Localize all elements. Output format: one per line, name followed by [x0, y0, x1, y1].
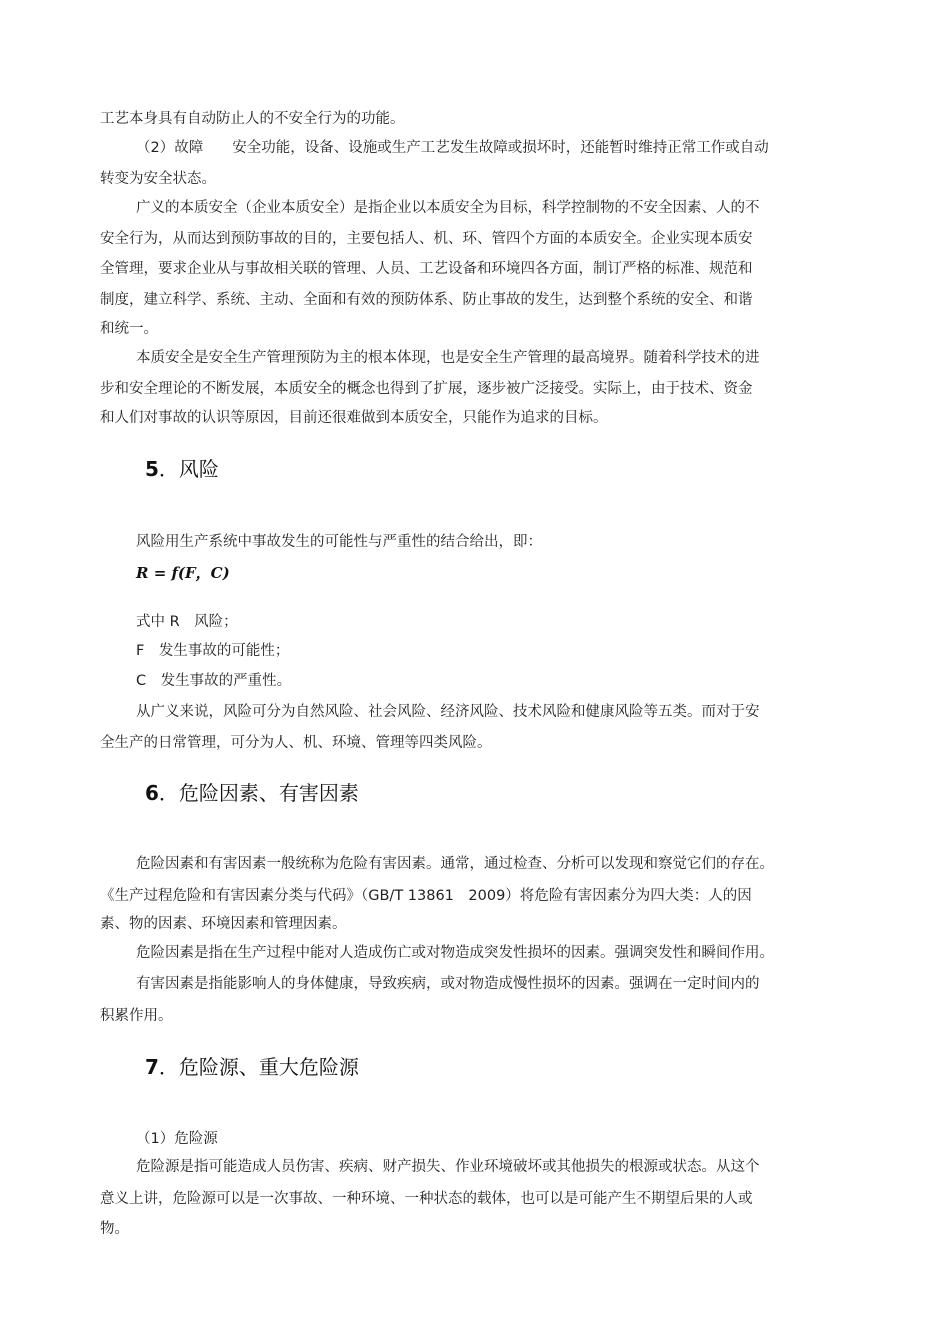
section-title: ．危险因素、有害因素 [158, 781, 359, 805]
section-heading [145, 780, 359, 806]
paragraph-line: 和人们对事故的认识等原因，目前还很难做到本质安全，只能作为追求的目标。 [100, 410, 608, 426]
paragraph-line: 安全行为，从而达到预防事故的目的，主要包括人、机、环、管四个方面的本质安全。企业实现本质安 [100, 231, 753, 247]
risk-formula: R = f(F，C) [136, 564, 230, 582]
paragraph-line: 危险因素和有害因素一般统称为危险有害因素。通常，通过检查、分析可以发现和察觉它们的存在。 [136, 856, 774, 872]
section-number: 6 [145, 781, 159, 805]
paragraph-line: 意义上讲，危险源可以是一次事故、一种环境、一种状态的载体，也可以是可能产生不期望后果的人或 [100, 1191, 753, 1207]
paragraph-line: 从广义来说，风险可分为自然风险、社会风险、经济风险、技术风险和健康风险等五类。而对于安 [136, 704, 760, 720]
paragraph-line: 危险源是指可能造成人员伤害、疾病、财产损失、作业环境破坏或其他损失的根源或状态。从这个 [136, 1159, 760, 1175]
paragraph-line: 积累作用。 [100, 1008, 173, 1024]
paragraph-line: 转变为安全状态。 [100, 171, 216, 187]
paragraph-line: 危险因素是指在生产过程中能对人造成伤亡或对物造成突发性损坏的因素。强调突发性和瞬间作用。 [136, 945, 774, 961]
paragraph-line: 物。 [100, 1221, 129, 1237]
section-number: 5 [145, 457, 159, 481]
section-number: 7 [145, 1055, 159, 1079]
section-title: ．危险源、重大危险源 [158, 1055, 359, 1079]
paragraph-line: 全管理，要求企业从与事故相关联的管理、人员、工艺设备和环境四各方面，制订严格的标准、规范和 [100, 261, 753, 277]
paragraph-line: 步和安全理论的不断发展，本质安全的概念也得到了扩展，逐步被广泛接受。实际上，由于技术、资金 [100, 381, 753, 397]
paragraph-line: 广义的本质安全（企业本质安全）是指企业以本质安全为目标，科学控制物的不安全因素、人的不 [136, 200, 760, 216]
paragraph-line: 全生产的日常管理，可分为人、机、环境、管理等四类风险。 [100, 735, 492, 751]
subsection-heading: （1）危险源 [136, 1131, 218, 1147]
paragraph-line: 素、物的因素、环境因素和管理因素。 [100, 916, 347, 932]
section-title: ．风险 [158, 457, 219, 481]
paragraph-line: 本质安全是安全生产管理预防为主的根本体现，也是安全生产管理的最高境界。随着科学技术的进 [136, 350, 760, 366]
paragraph-line: 风险用生产系统中事故发生的可能性与严重性的结合给出，即： [136, 534, 542, 550]
paragraph-line: 和统一。 [100, 321, 158, 337]
definition-line: C 发生事故的严重性。 [136, 673, 292, 689]
paragraph-line: 《生产过程危险和有害因素分类与代码》（GB/T 13861 2009）将危险有害因素分为四大类：人的因 [100, 888, 752, 904]
section-heading [145, 1054, 359, 1080]
definition-line: F 发生事故的可能性； [136, 643, 290, 659]
paragraph-line: 制度，建立科学、系统、主动、全面和有效的预防体系、防止事故的发生，达到整个系统的安全、和谐 [100, 292, 753, 308]
section-heading [145, 456, 219, 482]
paragraph-line: 工艺本身具有自动防止人的不安全行为的功能。 [100, 111, 405, 127]
paragraph-line: 有害因素是指能影响人的身体健康，导致疾病，或对物造成慢性损坏的因素。强调在一定时间内的 [136, 976, 760, 992]
paragraph-line: （2）故障 安全功能，设备、设施或生产工艺发生故障或损坏时，还能暂时维持正常工作或自动 [136, 140, 769, 156]
definition-line: 式中 R 风险； [136, 614, 238, 630]
